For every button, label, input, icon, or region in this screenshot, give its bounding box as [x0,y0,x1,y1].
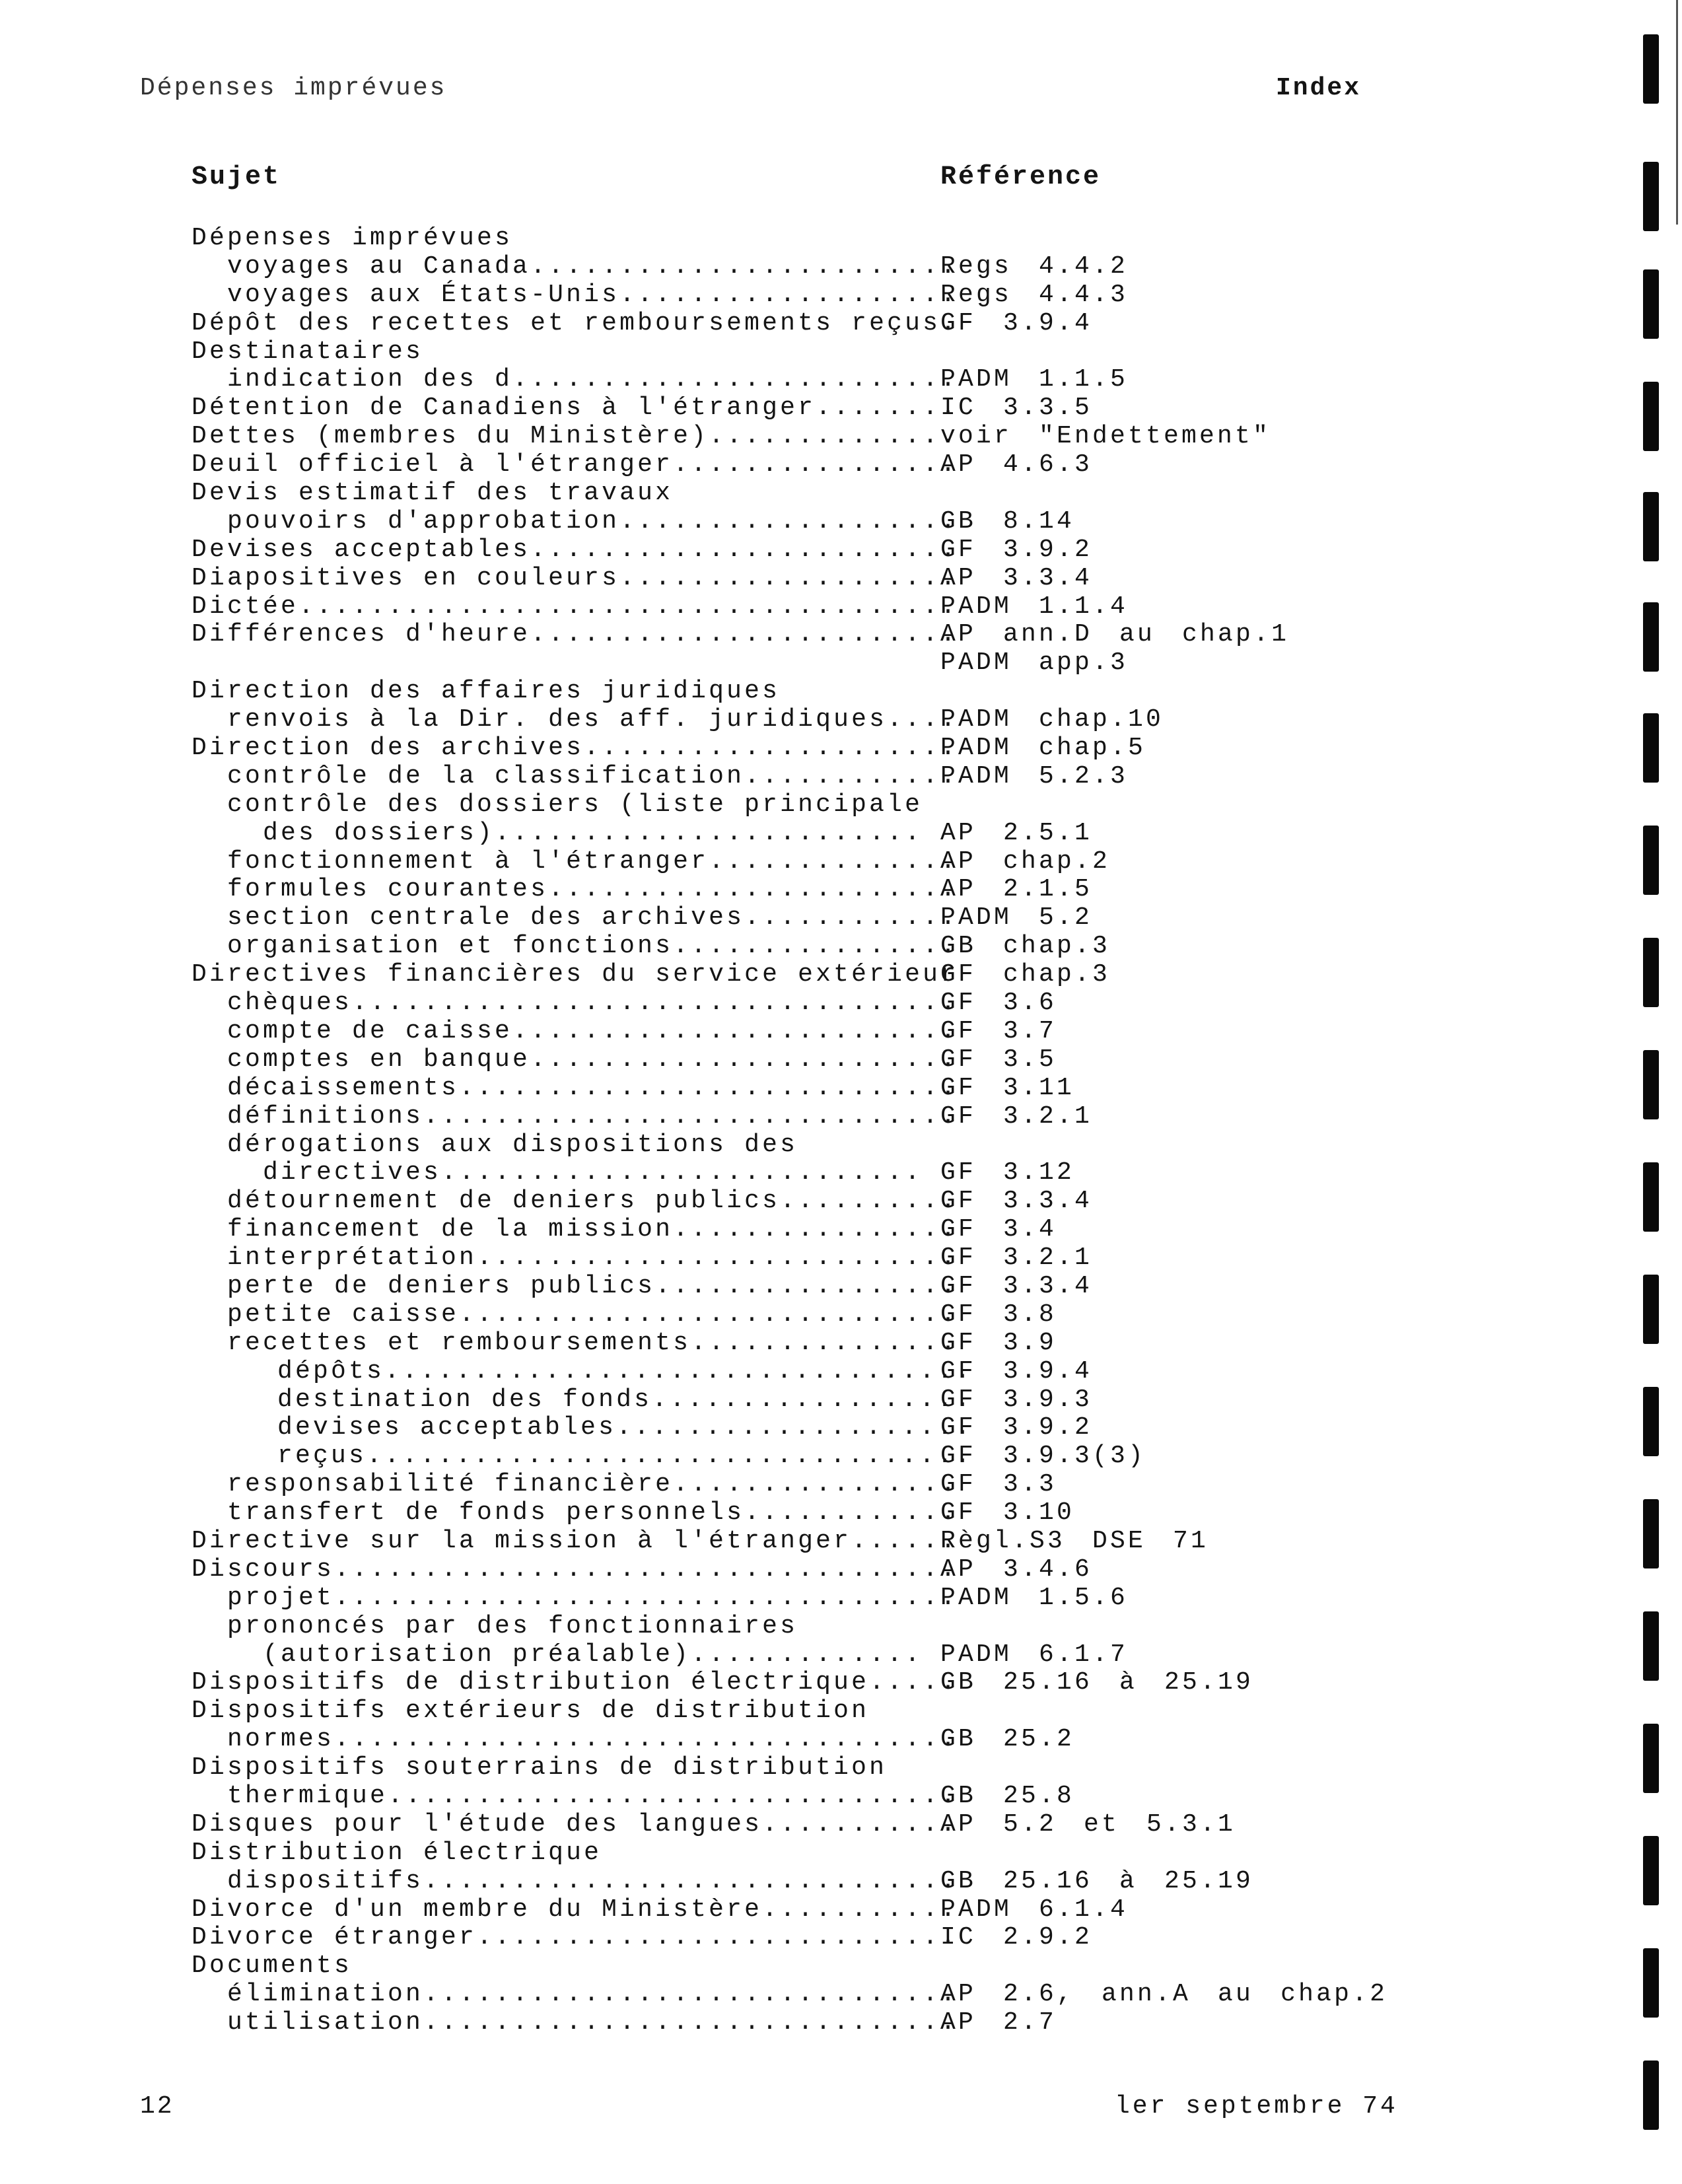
index-entry [192,1329,1446,1358]
index-entry [192,820,1446,848]
revision-bar [1643,269,1659,339]
entry-subject: Destinataires [192,337,424,366]
index-entry [192,536,1446,565]
entry-subject: petite caisse............................ [227,1300,959,1329]
entry-reference: GF 3.4 [940,1215,1057,1244]
entry-subject: contrôle des dossiers (liste principale [227,790,923,819]
entry-reference: GF 3.9.3 [940,1385,1093,1414]
entry-subject: indication des d......................... [227,365,959,394]
entry-reference: Regs 4.4.2 [940,252,1129,281]
revision-bar [1643,1275,1659,1344]
entry-reference: GB 25.16 à 25.19 [940,1668,1254,1697]
entry-subject: contrôle de la classification............ [227,761,959,791]
entry-subject: formules courantes....................... [227,875,959,904]
entry-subject: des dossiers)........................ [263,818,923,847]
index-entry [192,253,1446,281]
index-entry [192,791,1446,820]
index-entry [192,2009,1446,2037]
revision-bar [1643,1724,1659,1793]
entry-reference: PADM 6.1.7 [940,1640,1129,1669]
index-entry [192,1669,1446,1697]
entry-subject: dérogations aux dispositions des [227,1130,798,1159]
entry-reference: GB 25.2 [940,1725,1075,1754]
entry-subject: Dépôt des recettes et remboursements reçus. [192,308,959,337]
entry-subject: normes................................... [227,1725,959,1754]
entry-reference: GB chap.3 [940,932,1111,961]
entry-reference: AP 3.3.4 [940,563,1093,592]
entry-reference: AP 2.7 [940,2008,1057,2037]
index-entry [192,423,1446,451]
index-entry [192,1471,1446,1499]
entry-subject: élimination.............................. [227,1980,959,2009]
entry-reference: IC 3.3.5 [940,394,1093,423]
index-entry [192,848,1446,876]
index-entry [192,1811,1446,1839]
index-entry [192,1952,1446,1981]
index-entry [192,961,1446,989]
index-entry [192,338,1446,367]
index-entry [192,451,1446,479]
entry-subject: chèques.................................. [227,989,959,1018]
entry-subject: Discours................................... [192,1555,959,1584]
index-entry [192,394,1446,423]
entry-reference: PADM chap.5 [940,734,1146,763]
entry-reference: GF 3.7 [940,1016,1057,1045]
entry-subject: Différences d'heure........................ [192,620,959,649]
entry-subject: Dépenses imprévues [192,224,513,252]
entry-reference: AP 2.6, ann.A au chap.2 [940,1980,1388,2009]
entry-reference: GF 3.2.1 [940,1102,1093,1131]
entry-subject: Divorce d'un membre du Ministère........... [192,1895,959,1924]
entry-subject: organisation et fonctions................ [227,932,959,961]
index-entry [192,593,1446,621]
revision-bar [1643,492,1659,561]
page-edge-line [1676,0,1678,225]
index-entry [192,876,1446,904]
revision-bar [1643,162,1659,231]
entry-reference: AP 4.6.3 [940,450,1093,479]
revision-bar [1643,1499,1659,1568]
entry-reference: GB 8.14 [940,507,1075,536]
entry-subject: section centrale des archives............ [227,903,959,933]
entry-subject: dépôts................................. [277,1356,973,1386]
revision-bar [1643,2061,1659,2130]
revision-bar [1643,34,1659,104]
index-entry [192,933,1446,961]
entry-reference: GF chap.3 [940,960,1111,989]
entry-subject: financement de la mission................ [227,1215,959,1244]
index-entry [192,1216,1446,1244]
entry-subject: Disques pour l'étude des langues........... [192,1810,959,1839]
entry-reference: IC 2.9.2 [940,1923,1093,1952]
entry-subject: Dettes (membres du Ministère).............. [192,422,959,451]
entry-subject: Dispositifs extérieurs de distribution [192,1697,870,1726]
index-entry [192,1839,1446,1868]
entry-subject: fonctionnement à l'étranger.............. [227,847,959,876]
entry-subject: Direction des affaires juridiques [192,677,781,706]
entry-reference: GF 3.2.1 [940,1244,1093,1273]
entry-reference: GF 3.6 [940,989,1057,1018]
entry-subject: dispositifs.............................. [227,1866,959,1895]
entry-subject: détournement de deniers publics.......... [227,1187,959,1216]
entry-reference: PADM 5.2.3 [940,761,1129,791]
revision-bar [1643,1162,1659,1232]
index-entry [192,1358,1446,1386]
entry-reference: PADM 1.1.4 [940,592,1129,621]
entry-reference: AP 5.2 et 5.3.1 [940,1810,1236,1839]
index-entry [192,621,1446,649]
entry-subject: Directive sur la mission à l'étranger...... [192,1526,959,1555]
entry-reference: GF 3.3.4 [940,1187,1093,1216]
entry-subject: projet................................... [227,1583,959,1612]
entry-reference: AP 2.1.5 [940,875,1093,904]
entry-subject: décaissements............................ [227,1073,959,1102]
index-entry [192,1981,1446,2009]
index-entry [192,1613,1446,1641]
entry-subject: Distribution électrique [192,1838,602,1867]
page-number: 12 [140,2092,174,2121]
revision-bar [1643,938,1659,1007]
entry-subject: Détention de Canadiens à l'étranger........ [192,394,959,423]
entry-reference: PADM 6.1.4 [940,1895,1129,1924]
index-entry [192,281,1446,310]
entry-reference: GF 3.8 [940,1300,1057,1329]
entry-subject: compte de caisse......................... [227,1016,959,1045]
index-entry [192,1528,1446,1556]
index-entry [192,1273,1446,1301]
entry-subject: comptes en banque........................ [227,1045,959,1074]
index-entry [192,366,1446,394]
revision-bar [1643,1948,1659,2018]
entry-subject: renvois à la Dir. des aff. juridiques.... [227,705,959,734]
index-entry [192,1187,1446,1216]
entry-reference: GF 3.5 [940,1045,1057,1074]
entry-reference: GF 3.9.2 [940,1413,1093,1442]
entry-reference: Règl.S3 DSE 71 [940,1526,1209,1555]
entry-reference: GF 3.3.4 [940,1271,1093,1300]
entry-subject: (autorisation préalable)............. [263,1640,923,1669]
entry-subject: Divorce étranger........................... [192,1923,959,1952]
index-entry [192,565,1446,593]
entry-subject: prononcés par des fonctionnaires [227,1611,798,1640]
entry-subject: responsabilité financière................ [227,1470,959,1499]
entry-reference: Regs 4.4.3 [940,280,1129,309]
entry-reference: GF 3.11 [940,1073,1075,1102]
index-entry [192,225,1446,253]
entry-reference: PADM 1.1.5 [940,365,1129,394]
index-entry [192,479,1446,508]
subject-column-header: Sujet [192,162,281,192]
index-entry [192,1018,1446,1046]
index-entry [192,1754,1446,1782]
index-entry [192,734,1446,763]
index-entry [192,1896,1446,1924]
index-entry [192,1414,1446,1442]
revision-bar [1643,1611,1659,1681]
entry-subject: devises acceptables.................... [277,1413,973,1442]
entry-subject: reçus.................................. [277,1442,973,1471]
entry-subject: perte de deniers publics................. [227,1271,959,1300]
entry-subject: destination des fonds.................. [277,1385,973,1414]
entry-subject: Dictée..................................... [192,592,959,621]
index-entry [192,1301,1446,1329]
revision-bar [1643,1836,1659,1905]
index-entry [192,678,1446,706]
revision-bar [1643,1387,1659,1456]
index-entry [192,1584,1446,1613]
running-head-title: Dépenses imprévues [140,74,447,102]
entry-reference: AP 2.5.1 [940,818,1093,847]
column-headers [192,162,1446,202]
entry-reference: PADM 5.2 [940,903,1093,933]
entry-subject: voyages au Canada........................ [227,252,959,281]
entry-reference: GF 3.9.3(3) [940,1442,1146,1471]
entry-subject: recettes et remboursements............... [227,1328,959,1357]
revision-bar [1643,382,1659,451]
revision-bar [1643,1050,1659,1119]
entry-subject: Diapositives en couleurs................... [192,563,959,592]
entry-subject: utilisation.............................. [227,2008,959,2037]
revision-date: ler septembre 74 [1115,2092,1398,2121]
entry-subject: interprétation........................... [227,1244,959,1273]
entry-reference: PADM 1.5.6 [940,1583,1129,1612]
index-entry [192,1868,1446,1896]
revision-bar [1643,713,1659,783]
index-entry [192,1386,1446,1415]
entry-subject: Dispositifs de distribution électrique..... [192,1668,959,1697]
entry-reference: PADM chap.10 [940,705,1164,734]
entry-reference: AP 3.4.6 [940,1555,1093,1584]
revision-bar [1643,826,1659,895]
entry-reference: GF 3.9.4 [940,308,1093,337]
entry-reference: GF 3.10 [940,1498,1075,1528]
running-head-section: Index [1276,74,1362,102]
entry-reference: GF 3.12 [940,1158,1075,1187]
index-entry [192,1103,1446,1131]
index-entry [192,1782,1446,1811]
index-entry [192,1131,1446,1160]
entry-subject: transfert de fonds personnels............ [227,1498,959,1528]
entry-subject: voyages aux États-Unis................... [227,280,959,309]
index-entry [192,1244,1446,1273]
index-entry [192,1074,1446,1103]
entry-subject: définitions.............................. [227,1102,959,1131]
entry-reference: GF 3.9.4 [940,1356,1093,1386]
entry-reference: GF 3.9.2 [940,535,1093,564]
entry-subject: Deuil officiel à l'étranger................ [192,450,959,479]
index-entry [192,1499,1446,1528]
index-entry [192,706,1446,734]
index-entry [192,310,1446,338]
entry-subject: Direction des archives..................... [192,734,959,763]
revision-bar [1643,602,1659,672]
entry-subject: Dispositifs souterrains de distribution [192,1753,888,1782]
index-entry [192,649,1446,678]
index-entry [192,1442,1446,1471]
index-entry [192,763,1446,791]
index-entry [192,904,1446,933]
index-entry [192,1924,1446,1952]
entry-reference: GF 3.9 [940,1328,1057,1357]
index-entry [192,1159,1446,1187]
entry-reference: GF 3.3 [940,1470,1057,1499]
index-entry [192,989,1446,1018]
index-entry [192,1697,1446,1726]
entry-subject: directives........................... [263,1158,923,1187]
entry-subject: pouvoirs d'approbation................... [227,507,959,536]
entry-reference: PADM app.3 [940,649,1129,678]
index-entry [192,1556,1446,1584]
index-entry [192,1726,1446,1754]
index-entry [192,508,1446,536]
entry-subject: Documents [192,1952,353,1981]
reference-column-header: Référence [940,162,1102,192]
entry-subject: Devises acceptables........................ [192,535,959,564]
index-entry-list [192,225,1446,2037]
index-entry [192,1641,1446,1670]
entry-reference: AP chap.2 [940,847,1111,876]
entry-subject: thermique................................ [227,1781,959,1810]
entry-subject: Devis estimatif des travaux [192,479,674,508]
entry-reference: GB 25.8 [940,1781,1075,1810]
entry-reference: GB 25.16 à 25.19 [940,1866,1254,1895]
entry-reference: AP ann.D au chap.1 [940,620,1290,649]
entry-subject: Directives financières du service extérieur [192,960,959,989]
entry-reference: voir "Endettement" [940,422,1271,451]
index-entry [192,1046,1446,1074]
